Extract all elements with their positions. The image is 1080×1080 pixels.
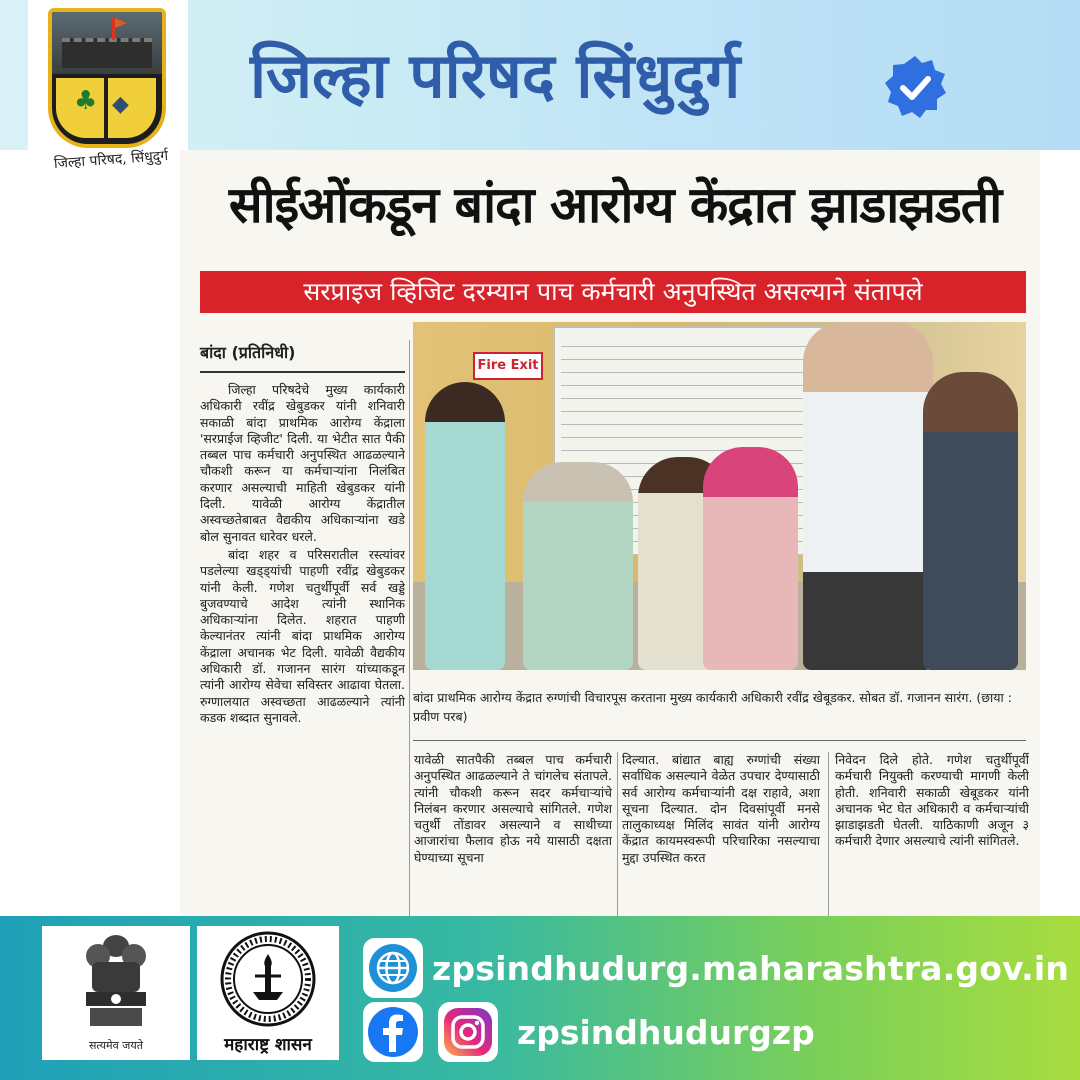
caption-divider: [413, 740, 1026, 741]
article-headline: सीईओंकडून बांदा आरोग्य केंद्रात झाडाझडती: [228, 176, 1002, 234]
article-paragraph: जिल्हा परिषदेचे मुख्य कार्यकारी अधिकारी रवींद्र खेबुडकर यांनी शनिवारी सकाळी बांदा प्राथमिक आरोग्य केंद्राला 'सरप्राईज व्हिजीट' दिली. या भेटीत सात पैकी तब्बल पाच कर्मचारी अनुपस्थित आढळल्याने चौकशी करून या कर्मचाऱ्यांना निलंबित करणार असल्याची माहिती खेबुडकर यांनी दिली. यावेळी आरोग्य केंद्रातील अस्वच्छतेबाबत वैद्यकीय अधिकाऱ्यांना खडे बोल सुनावत धारेवर धरले.: [200, 382, 405, 544]
fish-icon: ◆: [112, 92, 129, 117]
page-title: जिल्हा परिषद सिंधुदुर्ग: [250, 39, 741, 112]
national-emblem-card: [42, 926, 190, 1060]
column-divider: [617, 752, 618, 917]
logo-caption: जिल्हा परिषद, सिंधुदुर्ग: [53, 148, 169, 172]
website-link[interactable]: zpsindhudurg.maharashtra.gov.in: [432, 949, 1070, 988]
article-paragraph: दिल्यात. बांद्यात बाह्य रुग्णांची संख्या सर्वाधिक असल्याने वेळेत उपचार देण्यासाठी सर्व आरोग्य कर्मचाऱ्यांनी दक्ष राहावे, अशा सूचना दिल्यात. दोन दिवसांपूर्वी मनसे तालुकाध्यक्ष मिलिंद सावंत यांनी आरोग्य केंद्रात कायमस्वरूपी परिचारिका नसल्याचा मुद्दा उपस्थित करत: [622, 752, 820, 865]
article-photo: [413, 322, 1026, 670]
column-divider: [828, 752, 829, 917]
globe-icon[interactable]: [363, 938, 423, 998]
flag-icon: [112, 18, 115, 40]
byline-divider: [200, 371, 405, 373]
article-column-3: [622, 752, 820, 917]
social-handle[interactable]: zpsindhudurgzp: [517, 1013, 815, 1052]
maharashtra-seal-icon: [219, 930, 317, 1028]
emblem-caption: सत्यमेव जयते: [88, 1039, 143, 1052]
article-paragraph: यावेळी सातपैकी तब्बल पाच कर्मचारी अनुपस्थित आढळल्याने ते चांगलेच संतापले. त्यांनी चौकशी करून सदर कर्मचाऱ्यांचे निलंबन करणार असल्याचे सांगितले. गणेश चतुर्थी तोंडावर असल्याने व साथीच्या आजारांचा फैलाव होऊ नये यासाठी दक्षता घेण्याच्या सूचना: [414, 752, 612, 865]
fire-exit-sign: Fire Exit: [473, 352, 543, 380]
fort-icon: [52, 12, 162, 74]
palm-tree-icon: ♣: [74, 86, 98, 116]
article-paragraph: निवेदन दिले होते. गणेश चतुर्थीपूर्वी कर्मचारी नियुक्ती करण्याची मागणी केली होती. शनिवारी सकाळी खेबूडकर यांनी अचानक भेट घेत अधिकारी व कर्मचाऱ्यांची झाडाझडती घेतली. याठिकाणी अजून ३ कर्मचारी देणार असल्याचे त्यांनी सांगितले.: [835, 752, 1029, 849]
person-figure: [923, 372, 1018, 670]
person-figure: [703, 447, 798, 670]
article-paragraph: बांदा शहर व परिसरातील रस्त्यांवर पडलेल्या खड्ड्यांची पाहणी रवींद्र खेबुडकर यांनी केली. गणेश चतुर्थीपूर्वी सर्व खड्डे बुजवण्याचे आदेश त्यांनी स्थानिक अधिकाऱ्यांना दिलेत. शहरात पाहणी केल्यानंतर त्यांनी बांदा प्राथमिक आरोग्य केंद्राला अचानक भेट दिली. यावेळी वैद्यकीय अधिकारी डॉ. गजानन सारंग यांच्याकडून त्यांनी आरोग्य सेवेचा सविस्तर आढावा घेतला. रुग्णालयात अस्वच्छता आढळल्याने त्यांनी कडक शब्दात सुनावले.: [200, 546, 405, 725]
article-column-1: [200, 382, 405, 917]
state-caption: महाराष्ट्र शासन: [224, 1035, 312, 1055]
national-emblem-icon: [76, 932, 156, 1030]
facebook-icon[interactable]: [363, 1002, 423, 1062]
instagram-icon[interactable]: [438, 1002, 498, 1062]
column-divider: [409, 340, 410, 918]
maharashtra-seal-card: [197, 926, 339, 1060]
article-column-2: [414, 752, 612, 917]
person-figure: [425, 382, 505, 670]
zp-logo: [28, 0, 188, 190]
article-subheadline: सरप्राइज व्हिजिट दरम्यान पाच कर्मचारी अनुपस्थित असल्याने संतापले: [303, 277, 923, 306]
zp-logo-shield: [48, 8, 166, 148]
photo-caption: बांदा प्राथमिक आरोग्य केंद्रात रुग्णांची विचारपूस करताना मुख्य कार्यकारी अधिकारी रवींद्र खेबूडकर. सोबत डॉ. गजानन सारंग. (छाया : प्रवीण परब): [413, 690, 1012, 724]
article-byline: बांदा (प्रतिनिधी): [200, 343, 296, 362]
person-figure: [523, 462, 633, 670]
person-figure: [803, 322, 933, 670]
verified-badge-icon: [882, 54, 948, 120]
article-column-4: [835, 752, 1029, 917]
